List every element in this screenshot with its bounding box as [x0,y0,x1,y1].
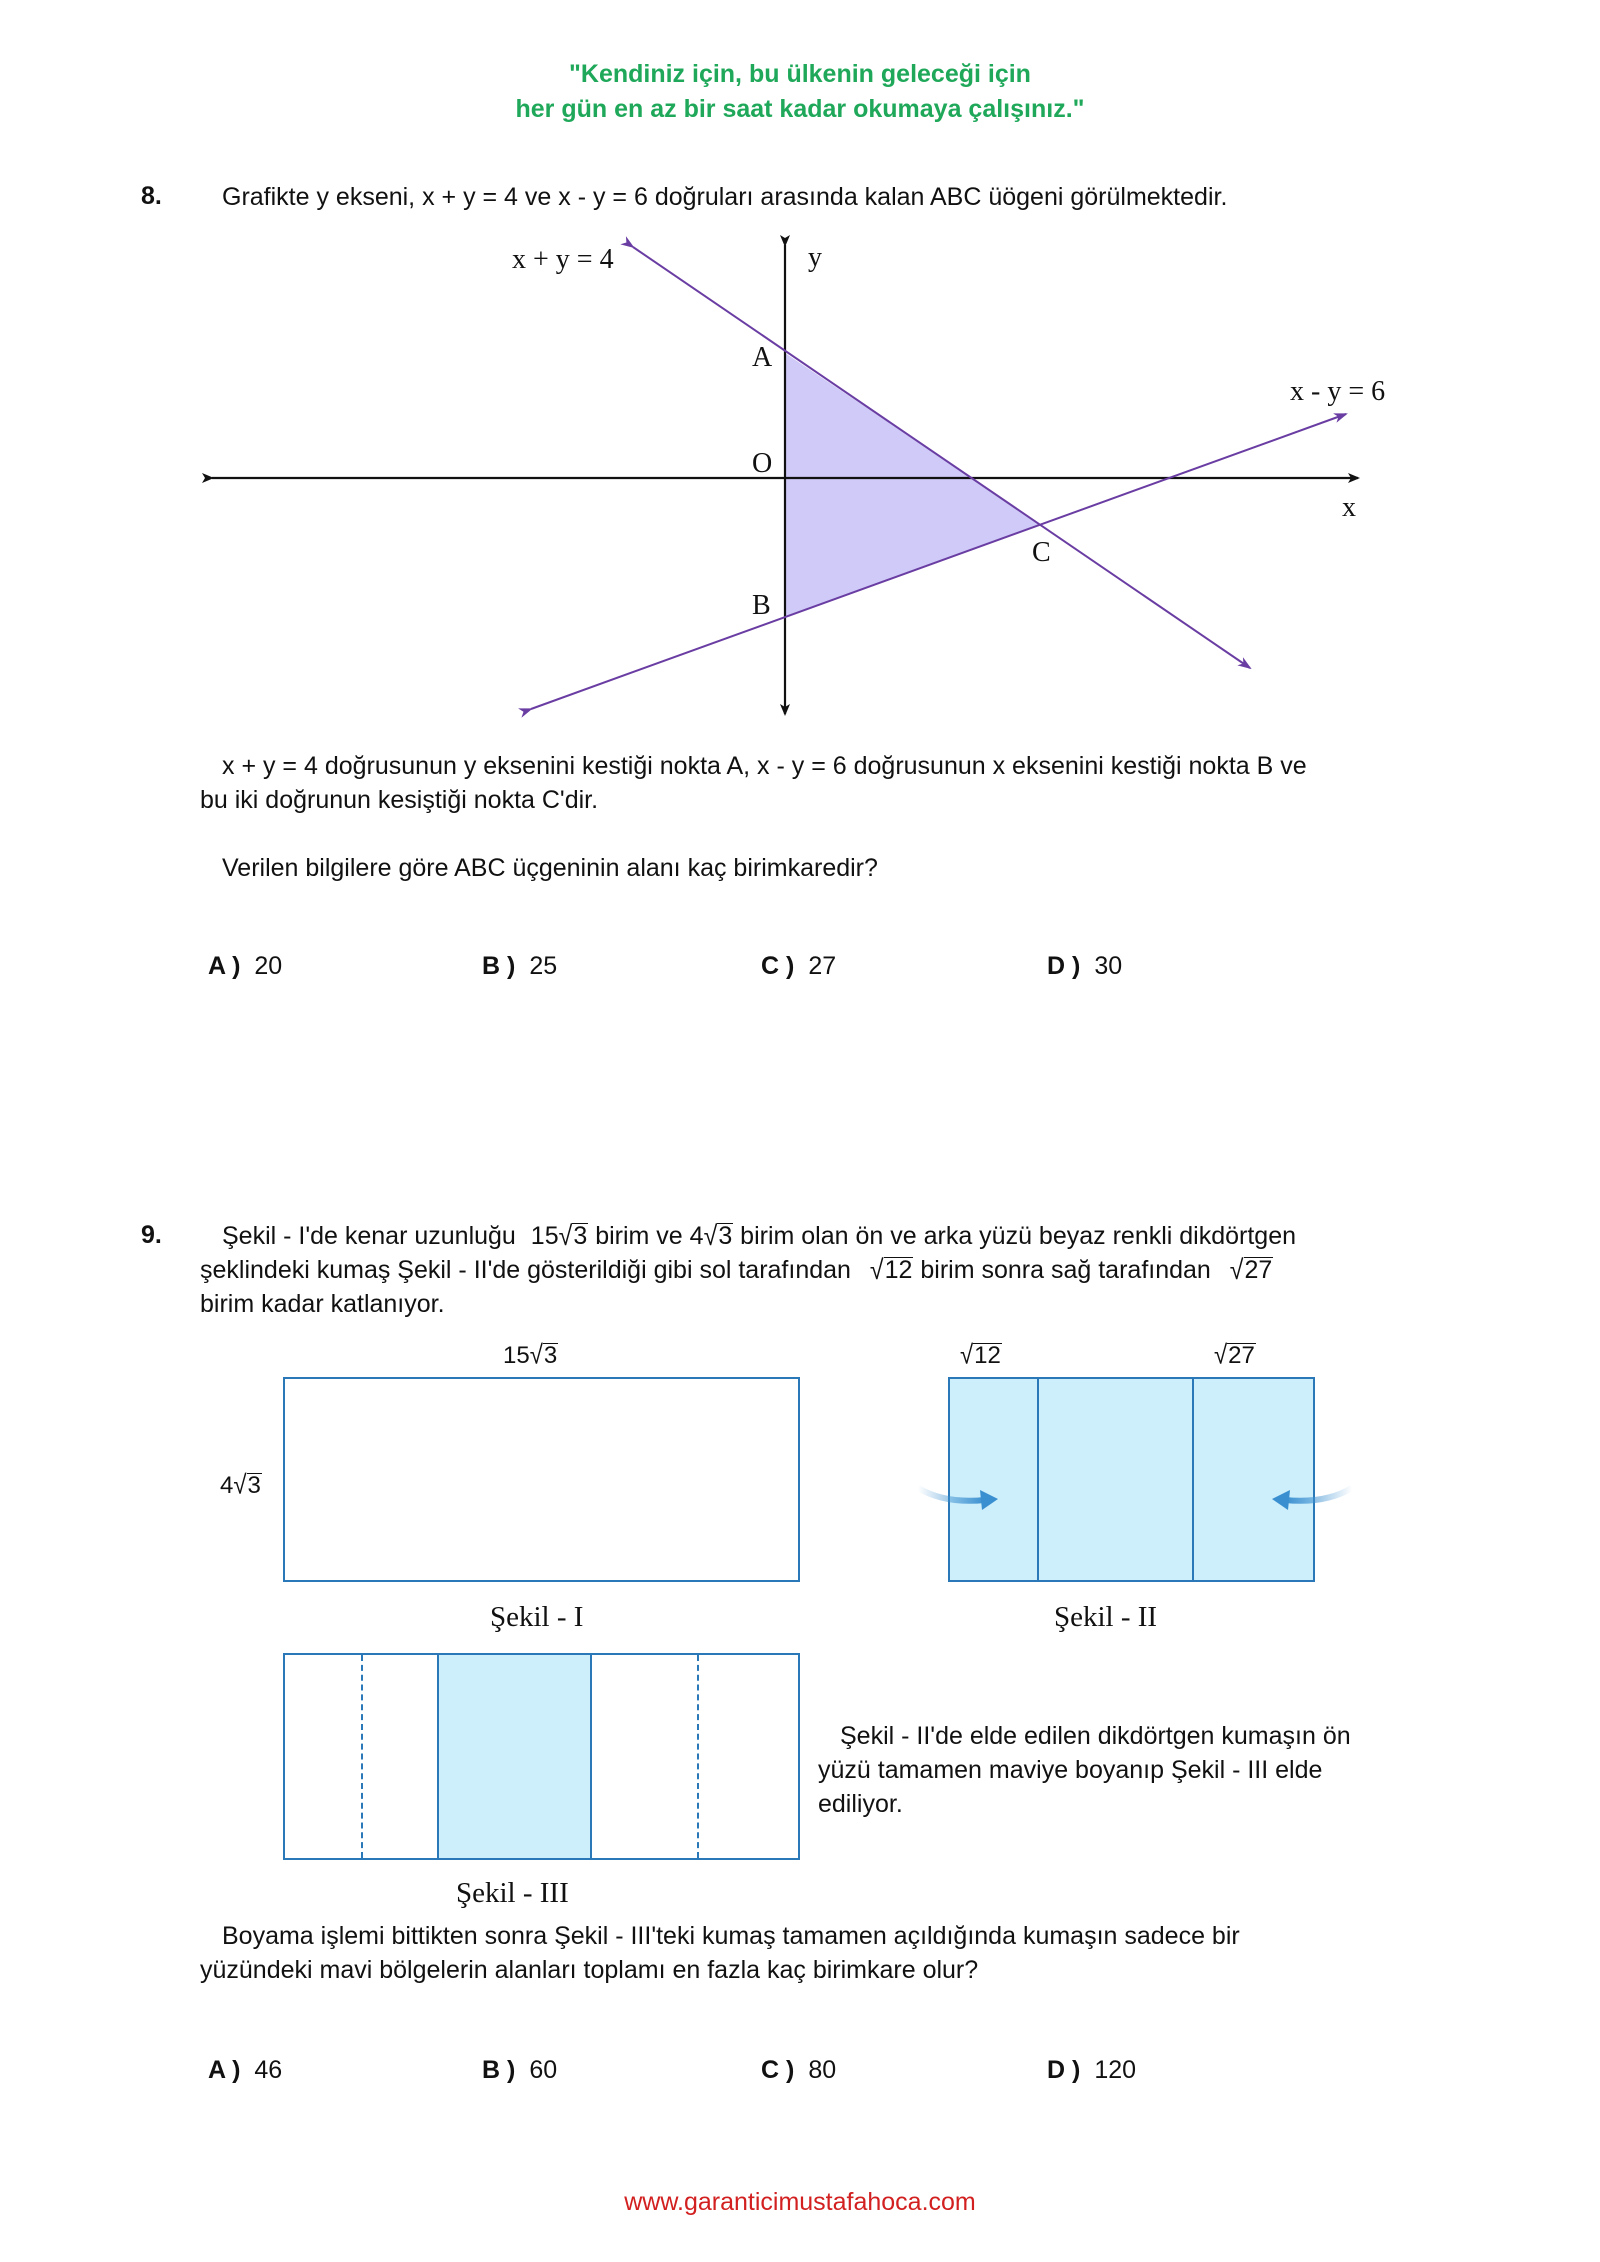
math-4-root-3: 4√3 [689,1220,733,1252]
option-letter: B ) [482,952,516,980]
label-x-axis: x [1342,492,1356,523]
question-9-para-line-1 [222,1219,1296,1253]
motto-line-1: "Kendiniz için, bu ülkenin geleceği için [569,60,1031,88]
q9-option-c[interactable] [761,2056,836,2085]
fig3-left-dashed-fold [361,1655,363,1858]
option-value: 30 [1094,952,1123,980]
option-value: 80 [808,2056,837,2084]
motto-line-2: her gün en az bir saat kadar okumaya çalışınız." [515,95,1085,123]
q9-option-b[interactable] [482,2056,557,2085]
q8-option-a[interactable] [208,952,282,981]
label-point-o: O [752,448,773,479]
left-fold-arrow-icon [918,1488,985,1501]
question-8-prompt: Grafikte y ekseni, x + y = 4 ve x - y = 6 doğruları arasında kalan ABC üögeni görülmektedir. [222,183,1228,211]
fig2-caption: Şekil - II [1054,1601,1158,1633]
line-x-plus-y-4 [633,247,1250,668]
text-segment: birim olan ön ve arka yüzü beyaz renkli dikdörtgen [740,1222,1297,1250]
text-segment: birim ve [595,1222,683,1250]
question-8-question: Verilen bilgilere göre ABC üçgeninin alanı kaç birimkaredir? [222,854,878,882]
footer-url-link[interactable]: www.garanticimustafahoca.com [624,2188,976,2216]
text-segment: birim sonra sağ tarafından [920,1256,1211,1284]
question-9-para-line-2 [200,1253,1273,1287]
triangle-abc [785,353,1040,617]
question-9-question-line-1: Boyama işlemi bittikten sonra Şekil - III'teki kumaş tamamen açıldığında kumaşın sadece bir [222,1922,1240,1950]
math-15-root-3: 15√3 [530,1220,588,1252]
fig3-blue-panel [437,1655,592,1858]
fig3-rectangle [283,1653,800,1860]
fig1-rectangle [283,1377,800,1582]
question-8-body-line-1: x + y = 4 doğrusunun y eksenini kestiği nokta A, x - y = 6 doğrusunun x eksenini kestiği nokta B ve [222,752,1307,780]
math-root-27: √27 [1229,1254,1273,1286]
text-segment: Şekil - I'de kenar uzunluğu [222,1222,516,1250]
question-9-question-line-2: yüzündeki mavi bölgelerin alanları toplamı en fazla kaç birimkare olur? [200,1956,979,1984]
option-letter: D ) [1047,2056,1081,2084]
label-point-a: A [752,342,773,373]
fig3-side-text-line-2: yüzü tamamen maviye boyanıp Şekil - III elde [818,1756,1323,1784]
fig3-side-text-line-1: Şekil - II'de elde edilen dikdörtgen kumaşın ön [840,1722,1351,1750]
option-value: 27 [808,952,837,980]
q8-option-c[interactable] [761,952,836,981]
fold-arrows [900,1470,1370,1530]
option-value: 60 [529,2056,558,2084]
fig1-top-dimension: 15√3 [503,1340,558,1371]
fig1-side-dimension: 4√3 [220,1470,261,1501]
fig1-caption: Şekil - I [490,1601,584,1633]
fig2-right-dimension: √27 [1214,1340,1255,1371]
question-8-body-line-2: bu iki doğrunun kesiştiği nokta C'dir. [200,786,599,814]
label-y-axis: y [808,242,822,273]
label-point-c: C [1032,537,1051,568]
option-letter: B ) [482,2056,516,2084]
option-letter: A ) [208,2056,241,2084]
q9-option-a[interactable] [208,2056,282,2085]
option-value: 120 [1094,2056,1137,2084]
question-9-number: 9. [141,1221,162,1249]
q9-option-d[interactable] [1047,2056,1136,2085]
fig3-right-dashed-fold [697,1655,699,1858]
option-letter: C ) [761,2056,795,2084]
question-9-para-line-3: birim kadar katlanıyor. [200,1290,445,1318]
right-fold-arrow-icon [1285,1488,1352,1501]
option-letter: A ) [208,952,241,980]
option-value: 46 [254,2056,283,2084]
fig2-left-dimension: √12 [960,1340,1001,1371]
q8-option-d[interactable] [1047,952,1122,981]
fig3-caption: Şekil - III [456,1877,569,1909]
option-letter: D ) [1047,952,1081,980]
fig3-side-text-line-3: ediliyor. [818,1790,903,1818]
math-root-12: √12 [869,1254,913,1286]
label-line-1: x + y = 4 [512,244,614,275]
text-segment: şeklindeki kumaş Şekil - II'de gösterildiği gibi sol tarafından [200,1256,851,1284]
label-point-b: B [752,590,771,621]
label-line-2: x - y = 6 [1290,376,1386,407]
option-value: 25 [529,952,558,980]
coordinate-graph [0,0,1600,760]
q8-option-b[interactable] [482,952,557,981]
option-letter: C ) [761,952,795,980]
question-8-number: 8. [141,182,162,210]
option-value: 20 [254,952,283,980]
